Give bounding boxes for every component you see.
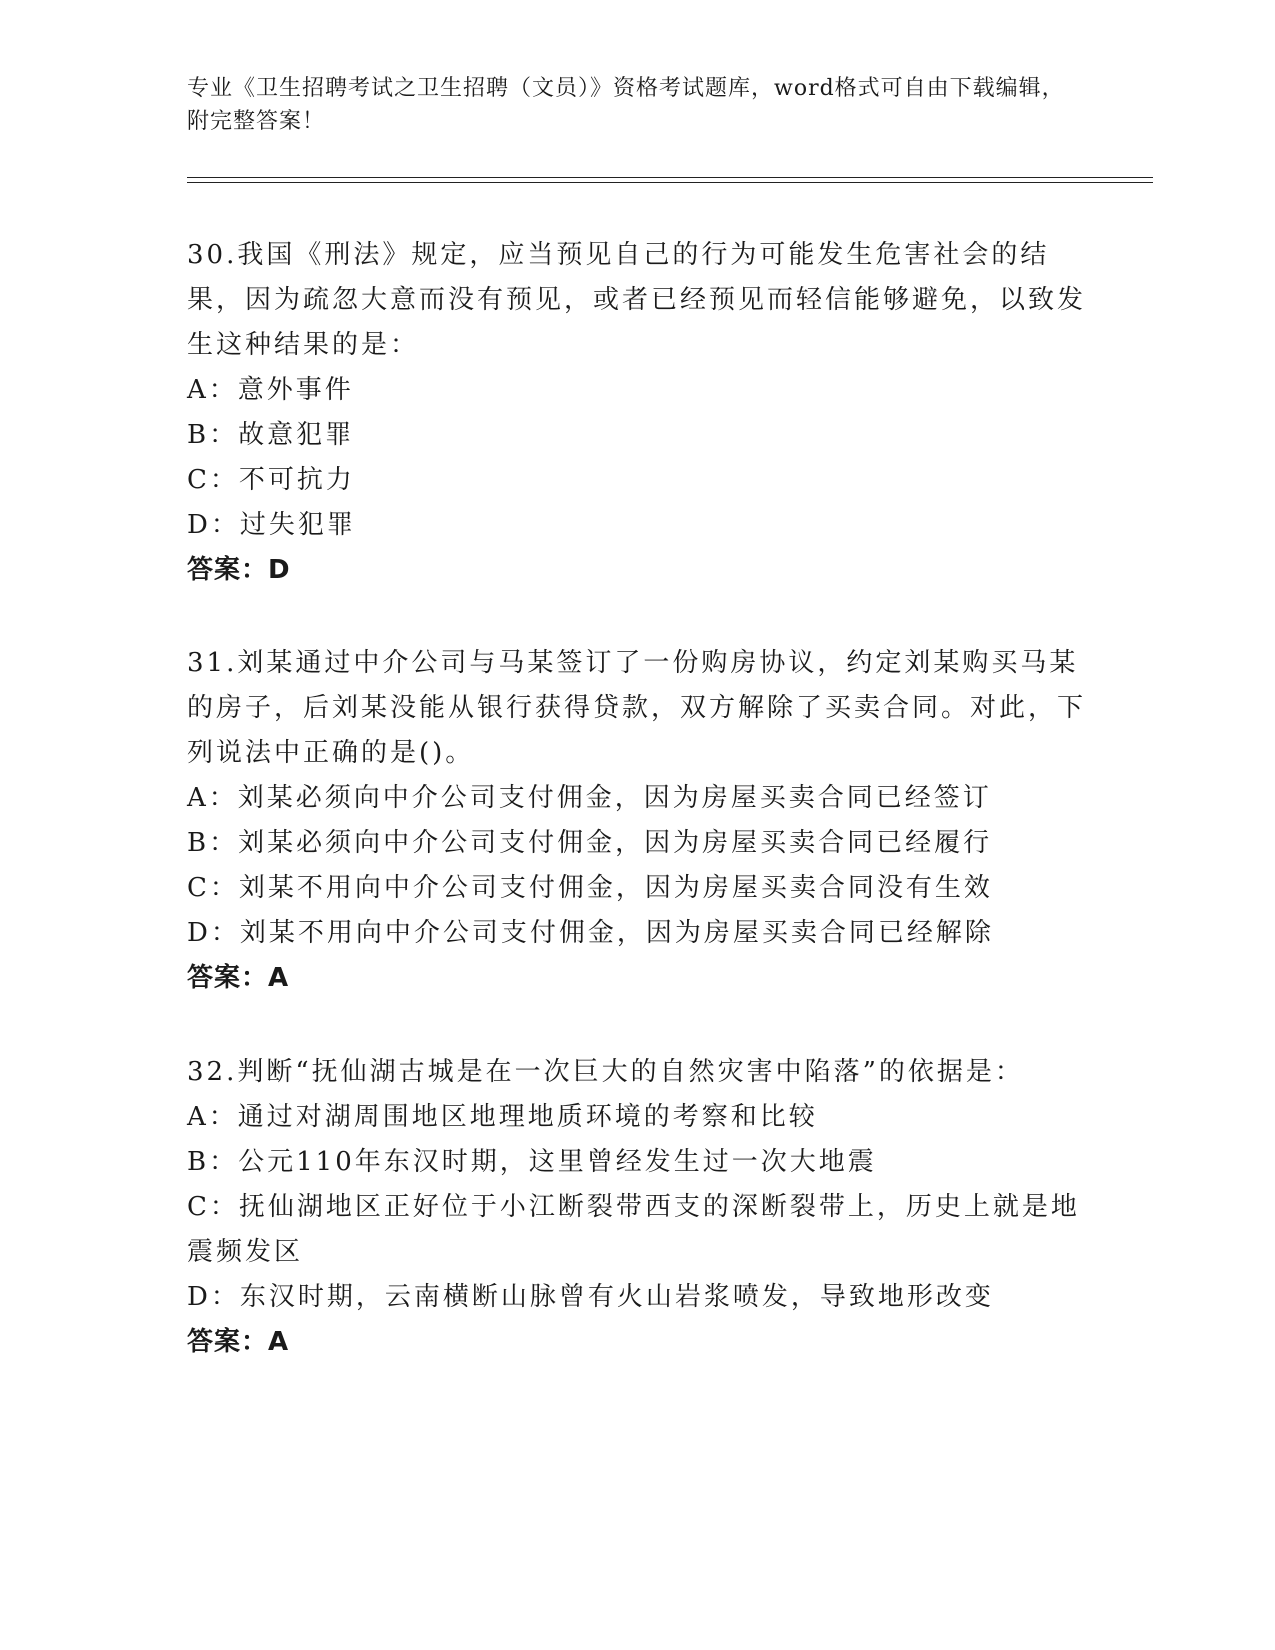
answer: 答案：A — [187, 1327, 290, 1357]
option-b: B：刘某必须向中介公司支付佣金，因为房屋买卖合同已经履行 — [187, 828, 993, 858]
option-c: C：不可抗力 — [187, 465, 355, 495]
option-a: A：通过对湖周围地区地理地质环境的考察和比较 — [187, 1102, 818, 1132]
option-a: A：刘某必须向中介公司支付佣金，因为房屋买卖合同已经签订 — [187, 783, 992, 813]
header-divider-bottom — [187, 182, 1153, 183]
option-d: D：东汉时期，云南横断山脉曾有火山岩浆喷发，导致地形改变 — [187, 1282, 994, 1312]
question-text: 32.判断“抚仙湖古城是在一次巨大的自然灾害中陷落”的依据是： — [187, 1057, 1024, 1087]
answer: 答案：D — [187, 555, 291, 585]
answer: 答案：A — [187, 963, 290, 993]
option-b: B：故意犯罪 — [187, 420, 355, 450]
question-30 — [187, 233, 1087, 593]
question-text: 31.刘某通过中介公司与马某签订了一份购房协议，约定刘某购买马某的房子，后刘某没能从银行获得贷款，双方解除了买卖合同。对此，下列说法中正确的是()。 — [187, 648, 1087, 768]
option-a: A：意外事件 — [187, 375, 354, 405]
question-text: 30.我国《刑法》规定，应当预见自己的行为可能发生危害社会的结果，因为疏忽大意而没有预见，或者已经预见而轻信能够避免，以致发生这种结果的是： — [187, 240, 1087, 360]
option-c: C：抚仙湖地区正好位于小江断裂带西支的深断裂带上，历史上就是地震频发区 — [187, 1192, 1080, 1267]
question-31 — [187, 641, 1087, 1001]
option-d: D：过失犯罪 — [187, 510, 356, 540]
option-d: D：刘某不用向中介公司支付佣金，因为房屋买卖合同已经解除 — [187, 918, 994, 948]
question-32 — [187, 1050, 1087, 1365]
document-header: 专业《卫生招聘考试之卫生招聘（文员）》资格考试题库，word格式可自由下载编辑，附完整答案！ — [187, 76, 1065, 134]
option-c: C：刘某不用向中介公司支付佣金，因为房屋买卖合同没有生效 — [187, 873, 993, 903]
option-b: B：公元110年东汉时期，这里曾经发生过一次大地震 — [187, 1147, 877, 1177]
header-divider-top — [187, 177, 1153, 178]
